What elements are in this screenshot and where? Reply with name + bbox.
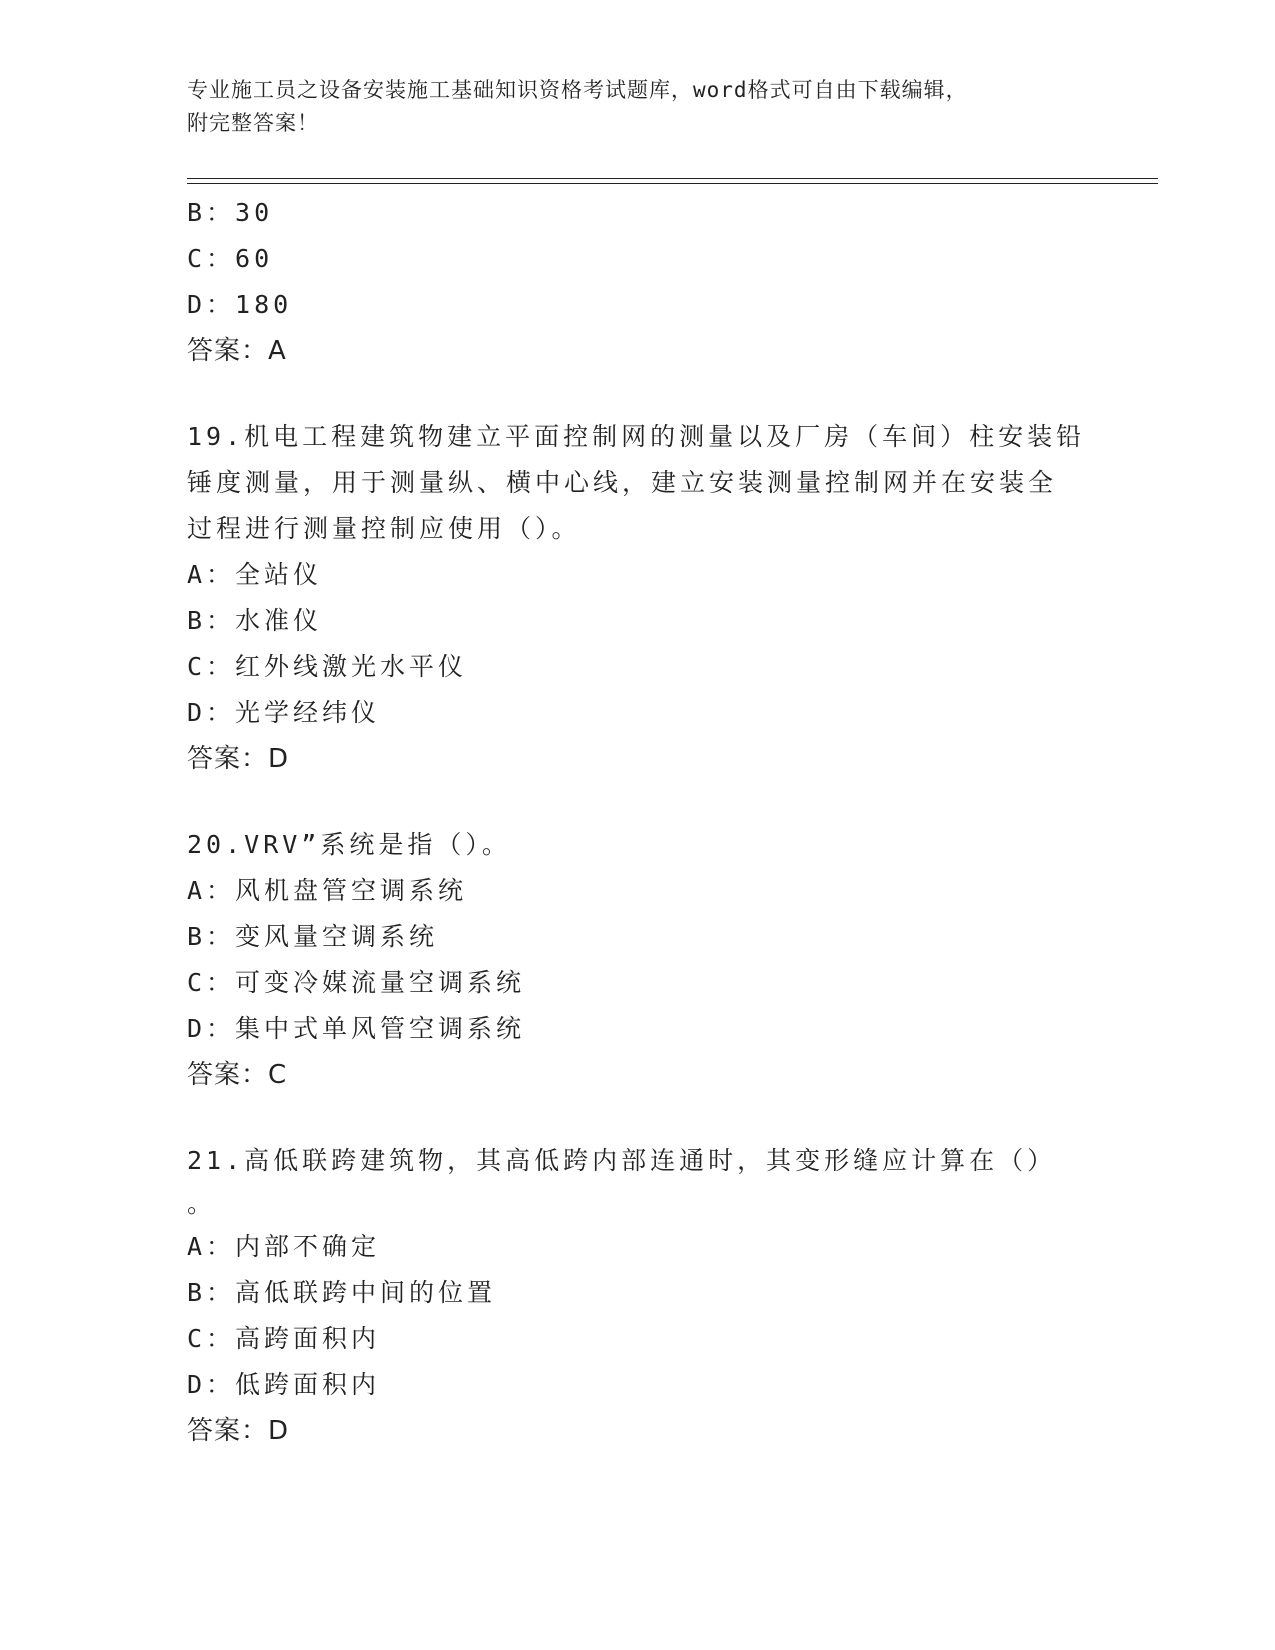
- question-19: [187, 414, 1127, 782]
- option-b: B：水准仪: [187, 606, 323, 635]
- question-stem-line: 锤度测量，用于测量纵、横中心线，建立安装测量控制网并在安装全: [187, 468, 1058, 497]
- question-stem-line: 。: [187, 1189, 217, 1218]
- option-c: C：60: [187, 244, 274, 273]
- option-c: C：高跨面积内: [187, 1324, 381, 1353]
- header-line-1: 专业施工员之设备安装施工基础知识资格考试题库，word格式可自由下载编辑，: [187, 78, 968, 102]
- question-18-tail: [187, 190, 1127, 374]
- header-divider-top: [187, 178, 1158, 179]
- option-d: D：180: [187, 290, 293, 319]
- option-c: C：可变冷媒流量空调系统: [187, 968, 526, 997]
- question-stem-line: 21.高低联跨建筑物，其高低跨内部连通时，其变形缝应计算在（）: [187, 1146, 1057, 1175]
- question-21: [187, 1138, 1127, 1454]
- answer-line: 答案：A: [187, 336, 287, 366]
- answer-line: 答案：D: [187, 744, 290, 774]
- header-divider-bottom: [187, 183, 1158, 184]
- option-a: A：风机盘管空调系统: [187, 876, 468, 905]
- option-b: B：高低联跨中间的位置: [187, 1278, 497, 1307]
- document-body: [187, 190, 1127, 1454]
- option-b: B：30: [187, 198, 274, 227]
- header-line-2: 附完整答案！: [187, 111, 319, 135]
- document-header: [187, 74, 1107, 140]
- question-stem-line: 19.机电工程建筑物建立平面控制网的测量以及厂房（车间）柱安装铅: [187, 422, 1086, 451]
- question-20: [187, 822, 1127, 1098]
- option-d: D：光学经纬仪: [187, 698, 381, 727]
- option-b: B：变风量空调系统: [187, 922, 439, 951]
- answer-line: 答案：D: [187, 1416, 290, 1446]
- question-stem-line: 过程进行测量控制应使用（）。: [187, 514, 581, 543]
- answer-line: 答案：C: [187, 1060, 288, 1090]
- option-a: A：内部不确定: [187, 1232, 381, 1261]
- option-a: A：全站仪: [187, 560, 323, 589]
- option-c: C：红外线激光水平仪: [187, 652, 468, 681]
- question-stem-line: 20.VRV”系统是指（）。: [187, 830, 511, 859]
- option-d: D：低跨面积内: [187, 1370, 381, 1399]
- option-d: D：集中式单风管空调系统: [187, 1014, 526, 1043]
